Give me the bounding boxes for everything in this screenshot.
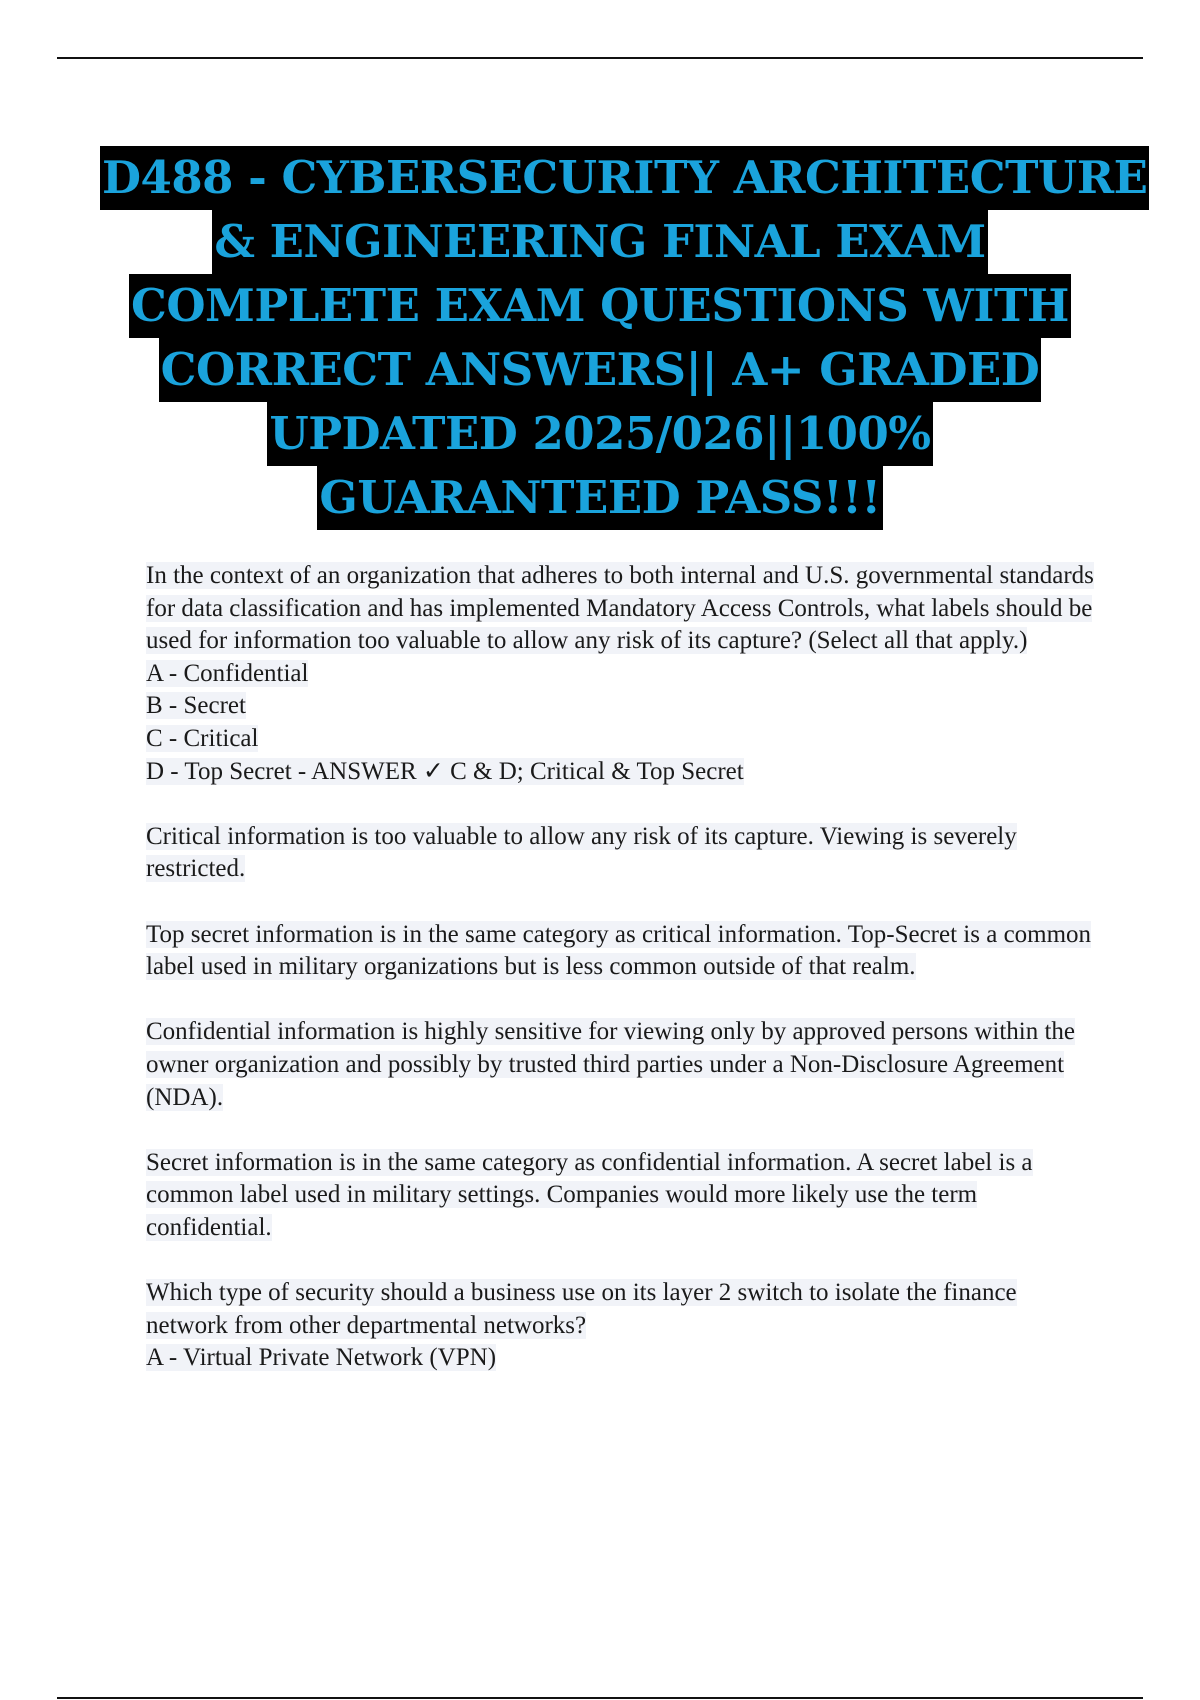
document-body: [146, 560, 1096, 1375]
document-title: [100, 146, 1148, 530]
answer-option-a: A - Virtual Private Network (VPN): [146, 1344, 497, 1372]
answer-option-b: B - Secret: [146, 692, 246, 720]
explanation-paragraph: [146, 919, 1096, 984]
question-block: [146, 1277, 1096, 1375]
header-rule: [57, 57, 1143, 59]
explanation-confidential: Confidential information is highly sensitive for viewing only by approved persons within the owner organization and possibly by trusted third parties under a Non-Disclosure Agreement (NDA).: [146, 1018, 1076, 1111]
footer-rule: [57, 1697, 1143, 1699]
answer-option-c: C - Critical: [146, 724, 259, 752]
explanation-top-secret: Top secret information is in the same category as critical information. Top-Secret is a common label used in military organizations but is less common outside of that realm.: [146, 920, 1092, 981]
explanation-paragraph: [146, 1147, 1096, 1245]
answer-option-d-with-answer: D - Top Secret - ANSWER ✓ C & D; Critical & Top Secret: [146, 757, 744, 785]
explanation-paragraph: [146, 1016, 1096, 1114]
spacer: [146, 788, 1096, 821]
question-text: Which type of security should a business use on its layer 2 switch to isolate the finance network from other departmental networks?: [146, 1279, 1017, 1339]
explanation-secret: Secret information is in the same category as confidential information. A secret label is a common label used in military settings. Companies would more likely use the term confidential.: [146, 1148, 1033, 1241]
question-block: [146, 560, 1096, 788]
answer-option-a: A - Confidential: [146, 659, 309, 687]
title-line-4: CORRECT ANSWERS|| A+ GRADED: [159, 338, 1042, 402]
question-text: In the context of an organization that adheres to both internal and U.S. governmental standards for data classification and has implemented Mandatory Access Controls, what labels should be used for information too valuable to allow any risk of its capture? (Select all that apply.): [146, 562, 1094, 655]
explanation-paragraph: [146, 821, 1096, 886]
title-line-2: & ENGINEERING FINAL EXAM: [212, 210, 987, 274]
title-line-3: COMPLETE EXAM QUESTIONS WITH: [129, 274, 1071, 338]
title-line-1: D488 - CYBERSECURITY ARCHITECTURE: [100, 146, 1149, 210]
title-line-6: GUARANTEED PASS!!!: [317, 466, 882, 530]
title-line-5: UPDATED 2025/026||100%: [267, 402, 932, 466]
explanation-critical: Critical information is too valuable to allow any risk of its capture. Viewing is severely restricted.: [146, 822, 1017, 883]
